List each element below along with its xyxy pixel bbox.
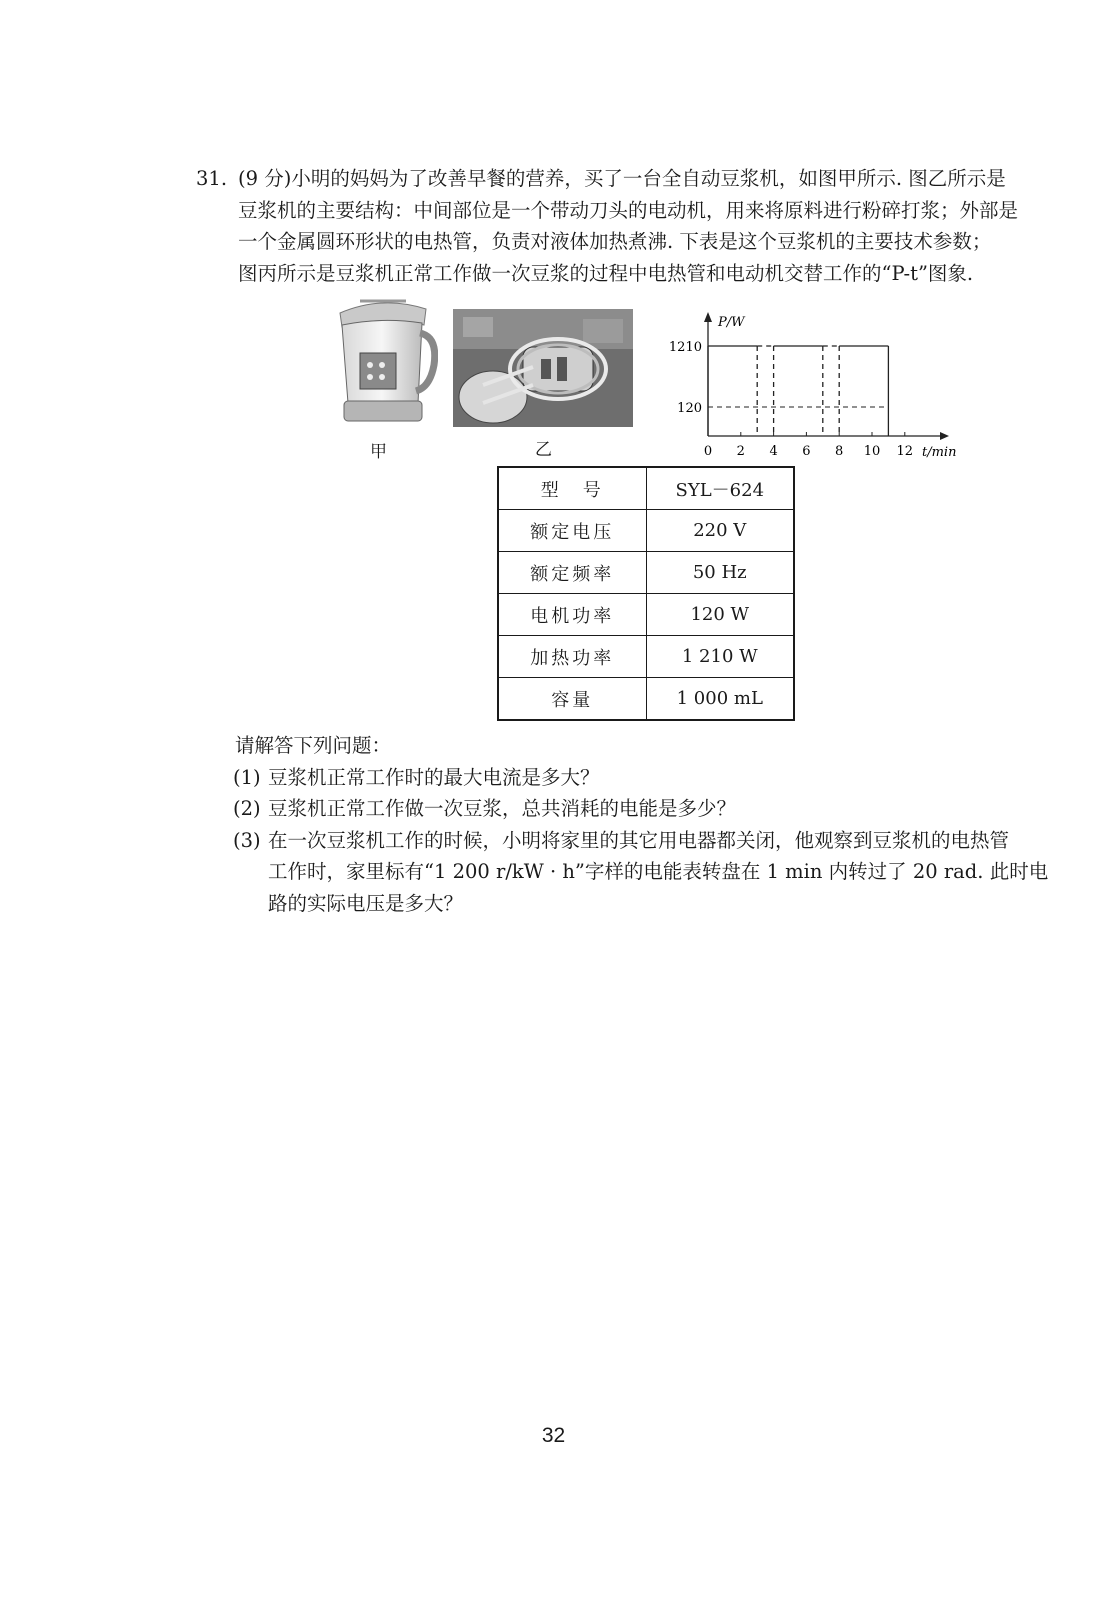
table-row [498,636,794,678]
question-31 [196,163,1066,289]
sub-question-1 [233,762,1063,794]
soymilk-maker-image [330,295,438,427]
question-number: 31. [196,167,228,190]
table-row [498,552,794,594]
table-key: 额定频率 [498,552,646,594]
page-number: 32 [541,1424,566,1447]
figure-yi-label: 乙 [535,440,552,460]
table-value: 1 000 mL [646,678,794,721]
sub-question-marker: (1) [233,765,261,789]
table-key: 容量 [498,678,646,721]
table-row [498,594,794,636]
table-value: SYL－624 [646,467,794,510]
x-tick-label: 12 [896,444,914,459]
motor-heater-structure-image [453,309,633,427]
table-value: 120 W [646,594,794,636]
table-key: 型 号 [498,467,646,510]
sub-question-line: 在一次豆浆机工作的时候，小明将家里的其它用电器都关闭，他观察到豆浆机的电热管 [268,828,1010,852]
x-tick-label: 2 [736,444,745,459]
stem-line: 图丙所示是豆浆机正常工作做一次豆浆的过程中电热管和电动机交替工作的“P-t”图象. [238,261,974,285]
table-value: 220 V [646,510,794,552]
stem-line: 一个金属圆环形状的电热管，负责对液体加热煮沸. 下表是这个豆浆机的主要技术参数； [238,230,992,253]
x-tick-label: 0 [703,444,713,459]
sub-question-marker: (3) [233,828,261,852]
x-tick-label: 6 [802,444,811,459]
x-tick-label: 10 [863,444,881,459]
y-axis-label: P/W [718,315,745,330]
sub-question-2 [233,793,1063,825]
y-tick-label: 120 [677,401,702,416]
stem-line: (9 分)小明的妈妈为了改善早餐的营养，买了一台全自动豆浆机，如图甲所示. 图乙所示是 [238,167,1006,190]
question-stem [238,163,1066,289]
spec-table [497,466,795,721]
x-axis-label: t/min [922,445,957,460]
table-row [498,678,794,721]
sub-question-line: 豆浆机正常工作时的最大电流是多大？ [268,765,600,789]
table-row [498,467,794,510]
sub-question-line: 路的实际电压是多大？ [268,891,464,915]
questions-intro: 请解答下列问题： [235,734,392,757]
sub-question-marker: (2) [233,797,261,820]
table-key: 电机功率 [498,594,646,636]
x-tick-label: 8 [835,444,844,459]
x-axis-arrow [940,432,949,440]
table-row [498,510,794,552]
y-tick-label: 1210 [668,340,702,355]
figure-jia-label: 甲 [370,442,387,462]
table-value: 50 Hz [646,552,794,594]
power-time-chart [660,305,970,465]
sub-question-3 [233,825,1063,920]
x-tick-label: 4 [769,444,778,459]
table-key: 额定电压 [498,510,646,552]
stem-line: 豆浆机的主要结构：中间部位是一个带动刀头的电动机，用来将原料进行粉碎打浆；外部是 [238,198,1019,222]
table-value: 1 210 W [646,636,794,678]
sub-question-line: 豆浆机正常工作做一次豆浆，总共消耗的电能是多少？ [268,797,737,820]
y-axis-arrow [704,312,712,322]
sub-question-line: 工作时，家里标有“1 200 r/kW · h”字样的电能表转盘在 1 min 内转过了 20 rad. 此时电 [268,860,1049,883]
sub-questions [233,730,1063,919]
table-key: 加热功率 [498,636,646,678]
